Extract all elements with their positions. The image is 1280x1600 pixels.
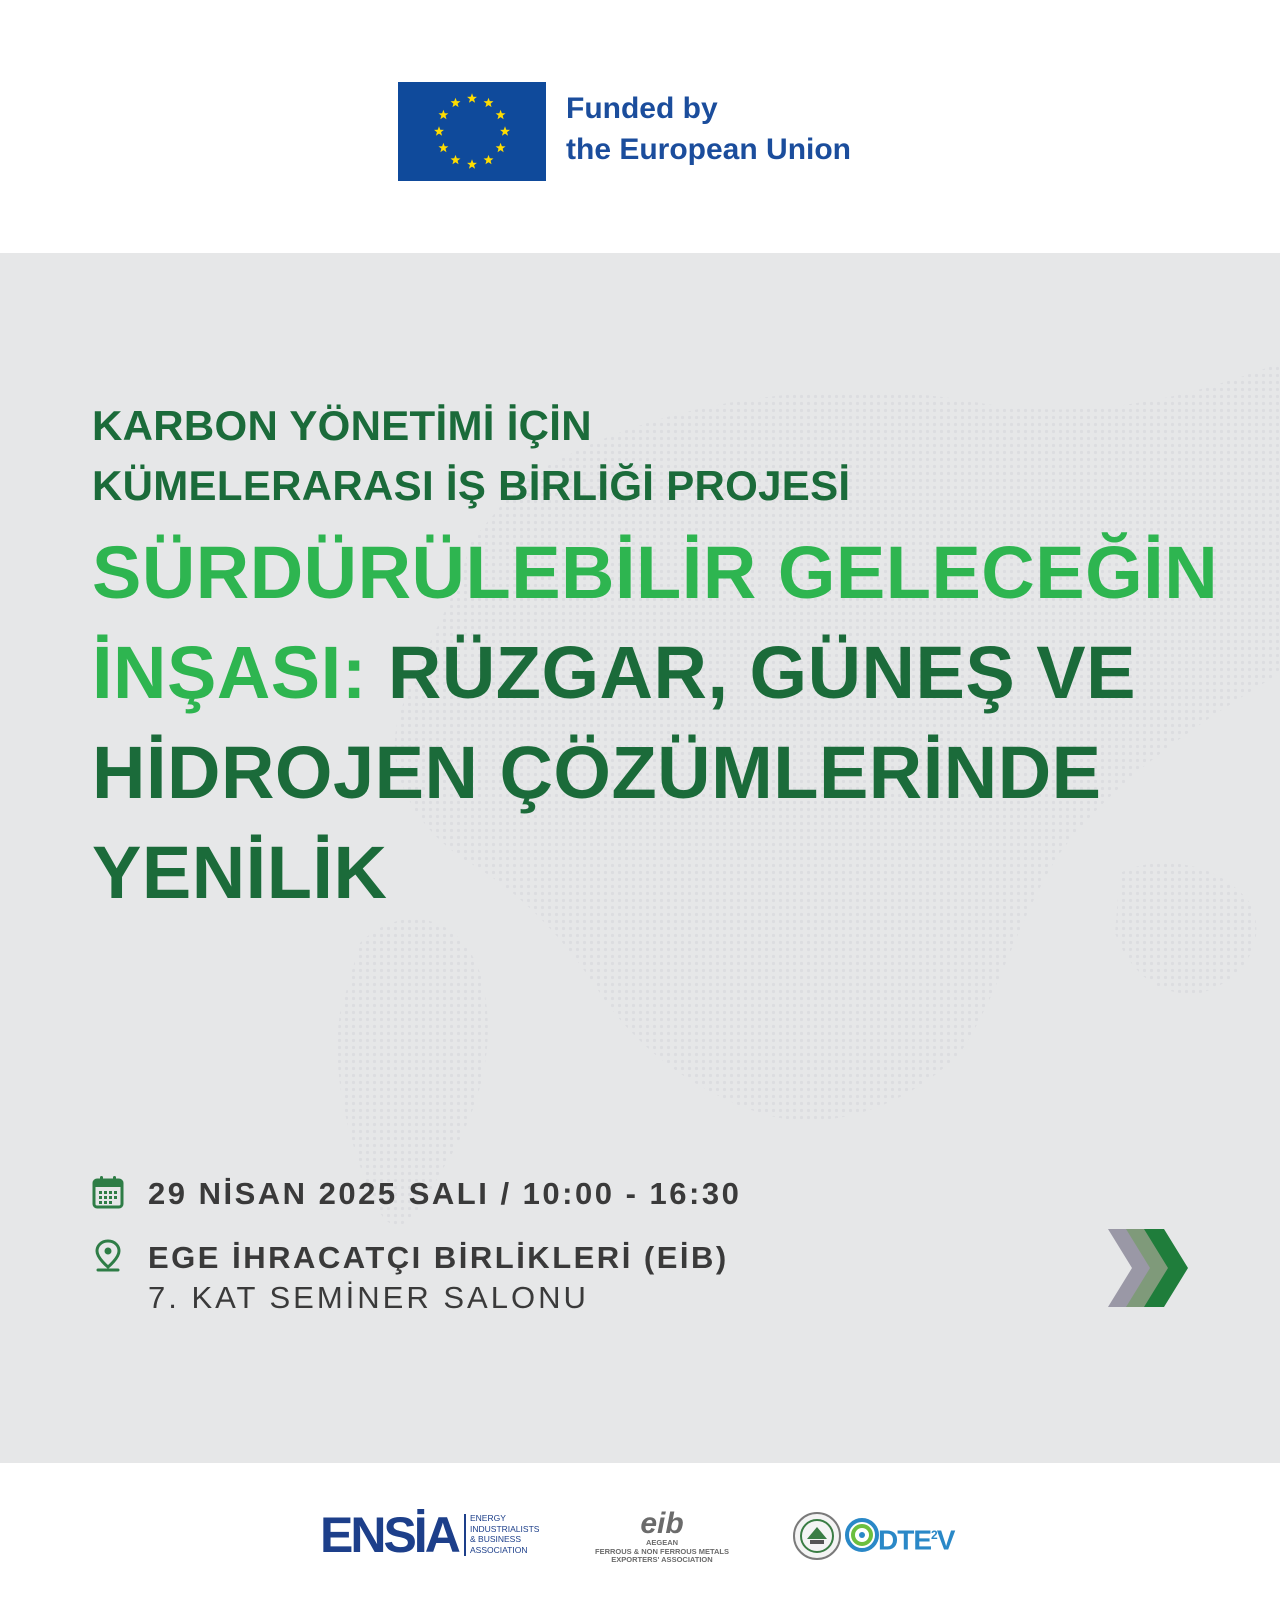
eu-star — [484, 155, 494, 164]
eu-flag-icon — [398, 82, 546, 181]
eu-star — [438, 143, 448, 152]
dtev-swirl-icon — [844, 1517, 880, 1553]
funded-by-text — [566, 88, 851, 170]
headline-line-2 — [92, 623, 1218, 723]
dtev-logo — [792, 1511, 962, 1561]
project-kicker — [92, 396, 850, 516]
event-panel — [0, 253, 1280, 1463]
ensia-desc-line: ENERGY — [470, 1513, 506, 1523]
eu-star — [496, 110, 506, 119]
eu-star — [434, 126, 444, 135]
eib-line-3: EXPORTERS' ASSOCIATION — [611, 1555, 713, 1564]
ensia-desc-line: ASSOCIATION — [470, 1544, 528, 1555]
eu-star — [500, 126, 510, 135]
dtev-tail: V — [936, 1524, 955, 1556]
headline-line-3: HİDROJEN ÇÖZÜMLERİNDE — [92, 731, 1102, 814]
eib-line-1: AEGEAN — [645, 1538, 679, 1547]
ensia-divider — [464, 1514, 466, 1556]
headline-line-1: SÜRDÜRÜLEBİLİR GELECEĞİN — [92, 531, 1219, 614]
location-pin-icon — [92, 1239, 124, 1273]
ensia-desc-line: & BUSINESS — [470, 1534, 522, 1544]
eib-wordmark: eib — [640, 1507, 684, 1540]
triple-chevron-icon — [1106, 1225, 1190, 1311]
eu-star — [496, 143, 506, 152]
eu-star — [484, 98, 494, 107]
dtev-word: DTE — [878, 1524, 931, 1556]
dtev-sup: 2 — [931, 1528, 937, 1542]
kicker-line-2: KÜMELERARASI İŞ BİRLİĞİ PROJESİ — [92, 462, 851, 509]
headline-line-4: YENİLİK — [92, 831, 388, 914]
eib-logo — [592, 1509, 732, 1569]
funded-line-1: Funded by — [566, 92, 718, 125]
event-headline — [92, 523, 1218, 923]
ensia-desc-line: INDUSTRIALISTS — [470, 1523, 540, 1534]
headline-line-2-light: İNŞASI: — [92, 631, 367, 714]
partner-logos — [0, 1463, 1280, 1600]
seal-icon — [792, 1511, 842, 1561]
eu-star — [467, 159, 477, 168]
eib-line-2: FERROUS & NON FERROUS METALS — [594, 1546, 730, 1556]
eu-star — [438, 110, 448, 119]
eu-star — [467, 93, 477, 102]
calendar-icon — [92, 1175, 124, 1209]
header — [0, 0, 1280, 253]
ensia-wordmark: ENSİA — [320, 1507, 458, 1563]
eu-star — [451, 98, 461, 107]
event-date: 29 NİSAN 2025 SALI / 10:00 - 16:30 — [148, 1176, 742, 1211]
kicker-line-1: KARBON YÖNETİMİ İÇİN — [92, 402, 592, 449]
ensia-description — [470, 1513, 539, 1555]
headline-line-2-dark: RÜZGAR, GÜNEŞ VE — [366, 631, 1136, 714]
eu-star — [451, 155, 461, 164]
event-room: 7. KAT SEMİNER SALONU — [148, 1280, 589, 1315]
funded-line-2: the European Union — [566, 133, 851, 166]
event-venue: EGE İHRACATÇI BİRLİKLERİ (EİB) — [148, 1240, 729, 1275]
dtev-wordmark — [878, 1521, 954, 1554]
